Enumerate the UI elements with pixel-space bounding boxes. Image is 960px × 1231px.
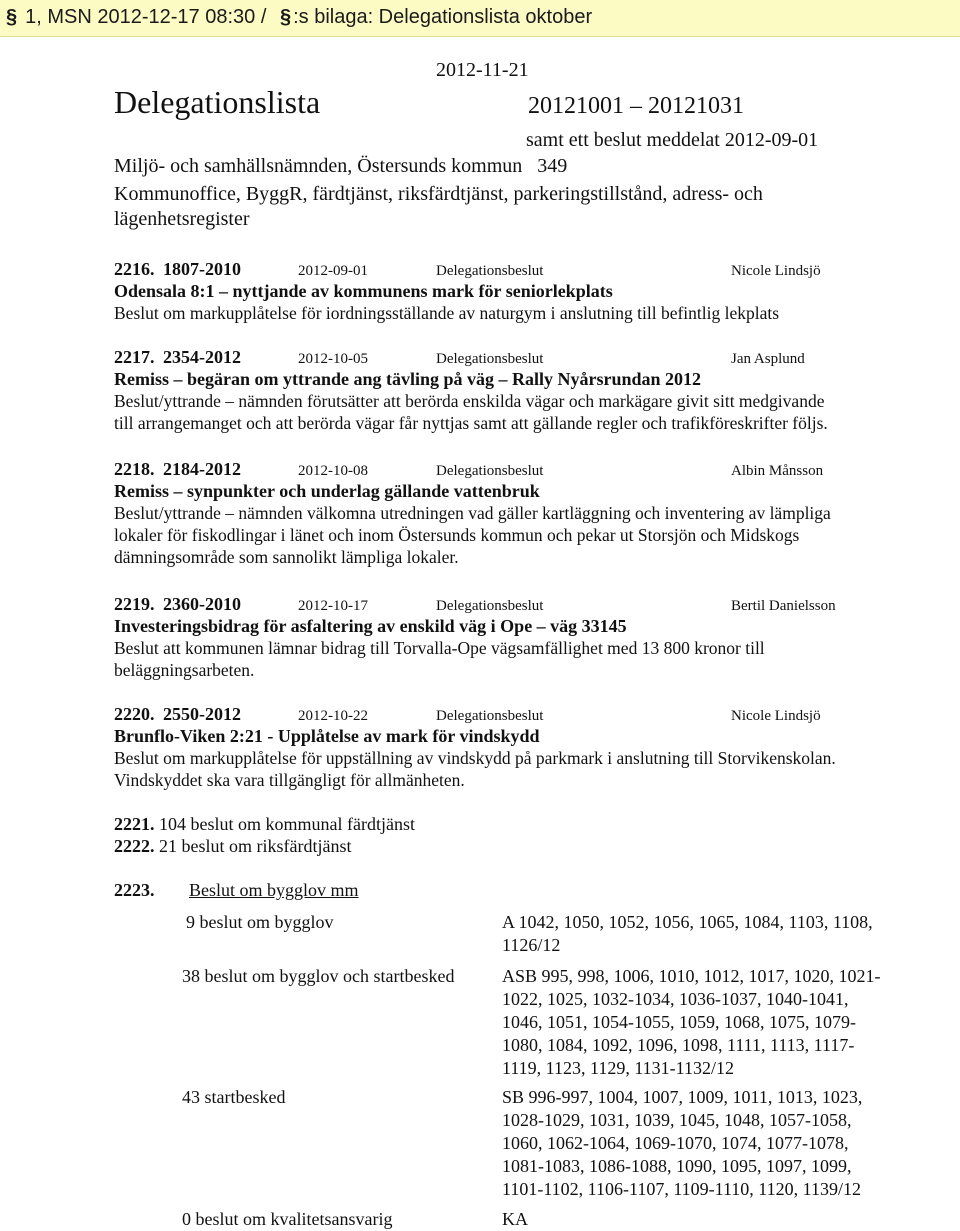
entry-date: 2012-09-01 (298, 263, 368, 279)
bygglov-numbers-line: 1080, 1084, 1092, 1096, 1098, 1111, 1113, 1117- (502, 1035, 855, 1055)
entry-type: Delegationsbeslut (436, 263, 544, 279)
attachment-banner (0, 0, 960, 37)
bygglov-numbers-line: 1101-1102, 1106-1107, 1109-1110, 1120, 1139/12 (502, 1179, 861, 1199)
section-icon: § (6, 6, 18, 28)
doc-date: 2012-11-21 (436, 59, 529, 81)
entry-person: Jan Asplund (731, 351, 805, 367)
section-icon: § (279, 6, 292, 28)
bygglov-numbers-line: 1028-1029, 1031, 1039, 1045, 1048, 1057-1058, (502, 1110, 852, 1130)
entry-number: 2216. (114, 259, 155, 279)
entry-body-line: till arrangemanget och att berörda vägar får nyttjas samt att gällande regler och trafikföreskrifter följs. (114, 413, 828, 433)
entry-heading: Brunflo-Viken 2:21 - Upplåtelse av mark för vindskydd (114, 726, 540, 746)
entry-body-line: Beslut/yttrande – nämnden förutsätter att berörda enskilda vägar och markägare givit sitt medgivande (114, 391, 825, 411)
entry-person: Nicole Lindsjö (731, 708, 821, 724)
entry-body-line: Beslut om markupplåtelse för uppställning av vindskydd på parkmark i anslutning till Storvikenskolan. (114, 748, 836, 768)
entry-type: Delegationsbeslut (436, 708, 544, 724)
bygglov-numbers-line: 1022, 1025, 1032-1034, 1036-1037, 1040-1041, (502, 989, 849, 1009)
org-code: 349 (537, 155, 568, 177)
banner-attachment: :s bilaga: Delegationslista oktober (293, 6, 593, 28)
bygglov-numbers-line: 1126/12 (502, 935, 561, 955)
entry-person: Nicole Lindsjö (731, 263, 821, 279)
doc-extra: samt ett beslut meddelat 2012-09-01 (526, 129, 819, 151)
entry-person: Bertil Danielsson (731, 598, 836, 614)
bygglov-heading: Beslut om bygglov mm (189, 880, 359, 900)
bygglov-numbers-line: KA (502, 1209, 528, 1229)
entry-body-line: lokaler för fiskodlingar i länet och inom Östersunds kommun och pekar ut Storsjön och Midskogs (114, 525, 800, 545)
entry-heading: Remiss – synpunkter och underlag gällande vattenbruk (114, 481, 540, 501)
bygglov-label: 38 beslut om bygglov och startbesked (182, 966, 455, 986)
org-name: Miljö- och samhällsnämnden, Östersunds kommun (114, 155, 523, 177)
entry-text: 104 beslut om kommunal färdtjänst (159, 814, 415, 834)
entry-heading: Odensala 8:1 – nyttjande av kommunens mark för seniorlekplats (114, 281, 613, 301)
entry-case-number: 1807-2010 (163, 259, 241, 279)
entry-type: Delegationsbeslut (436, 351, 544, 367)
simple-entry-2222 (114, 834, 351, 858)
entry-number: 2223. (114, 880, 155, 900)
systems-line-1: Kommunoffice, ByggR, färdtjänst, riksfärdtjänst, parkeringstillstånd, adress- och (114, 183, 763, 205)
entry-number: 2217. (114, 347, 155, 367)
bygglov-numbers-line: 1046, 1051, 1054-1055, 1059, 1068, 1075, 1079- (502, 1012, 856, 1032)
entry-person: Albin Månsson (731, 463, 824, 479)
entry-number: 2219. (114, 594, 155, 614)
banner-title: 1, MSN 2012-12-17 08:30 / (25, 6, 267, 28)
systems-line-2: lägenhetsregister (114, 208, 250, 230)
bygglov-label: 43 startbesked (182, 1087, 286, 1107)
entry-case-number: 2360-2010 (163, 594, 241, 614)
bygglov-numbers-line: 1060, 1062-1064, 1069-1070, 1074, 1077-1078, (502, 1133, 849, 1153)
org-line (114, 154, 567, 178)
bygglov-numbers-line: A 1042, 1050, 1052, 1056, 1065, 1084, 1103, 1108, (502, 912, 873, 932)
bygglov-label: 9 beslut om bygglov (186, 912, 334, 932)
page-title: Delegationslista (114, 84, 321, 120)
bygglov-label: 0 beslut om kvalitetsansvarig (182, 1209, 393, 1229)
bygglov-numbers-line: SB 996-997, 1004, 1007, 1009, 1011, 1013, 1023, (502, 1087, 863, 1107)
entry-body-line: Beslut om markupplåtelse för iordningsställande av naturgym i anslutning till befintlig lekplats (114, 303, 780, 323)
entry-type: Delegationsbeslut (436, 598, 544, 614)
entry-number: 2220. (114, 704, 155, 724)
entry-text: 21 beslut om riksfärdtjänst (159, 836, 352, 856)
entry-heading: Investeringsbidrag för asfaltering av enskild väg i Ope – väg 33145 (114, 616, 627, 636)
doc-period: 20121001 – 20121031 (528, 93, 744, 119)
entry-number: 2218. (114, 459, 155, 479)
entry-type: Delegationsbeslut (436, 463, 544, 479)
bygglov-numbers-line: 1081-1083, 1086-1088, 1090, 1095, 1097, 1099, (502, 1156, 852, 1176)
entry-case-number: 2184-2012 (163, 459, 241, 479)
entry-body-line: Vindskyddet ska vara tillgängligt för allmänheten. (114, 770, 465, 790)
entry-date: 2012-10-05 (298, 351, 368, 367)
entry-body-line: Beslut att kommunen lämnar bidrag till Torvalla-Ope vägsamfällighet med 13 800 kronor till (114, 638, 765, 658)
bygglov-header (114, 878, 359, 902)
entry-heading: Remiss – begäran om yttrande ang tävling på väg – Rally Nyårsrundan 2012 (114, 369, 702, 389)
entry-number: 2222. (114, 836, 155, 856)
bygglov-numbers-line: ASB 995, 998, 1006, 1010, 1012, 1017, 1020, 1021- (502, 966, 881, 986)
entry-date: 2012-10-22 (298, 708, 368, 724)
entry-case-number: 2354-2012 (163, 347, 241, 367)
entry-body-line: beläggningsarbeten. (114, 660, 255, 680)
entry-body-line: dämningsområde som sannolikt lämpliga lokaler. (114, 547, 459, 567)
entry-body-line: Beslut/yttrande – nämnden välkomna utredningen vad gäller kartläggning och inventering av lämpliga (114, 503, 831, 523)
bygglov-numbers-line: 1119, 1123, 1129, 1131-1132/12 (502, 1058, 734, 1078)
entry-case-number: 2550-2012 (163, 704, 241, 724)
entry-number: 2221. (114, 814, 155, 834)
simple-entry-2221 (114, 812, 415, 836)
entry-date: 2012-10-08 (298, 463, 368, 479)
entry-date: 2012-10-17 (298, 598, 368, 614)
